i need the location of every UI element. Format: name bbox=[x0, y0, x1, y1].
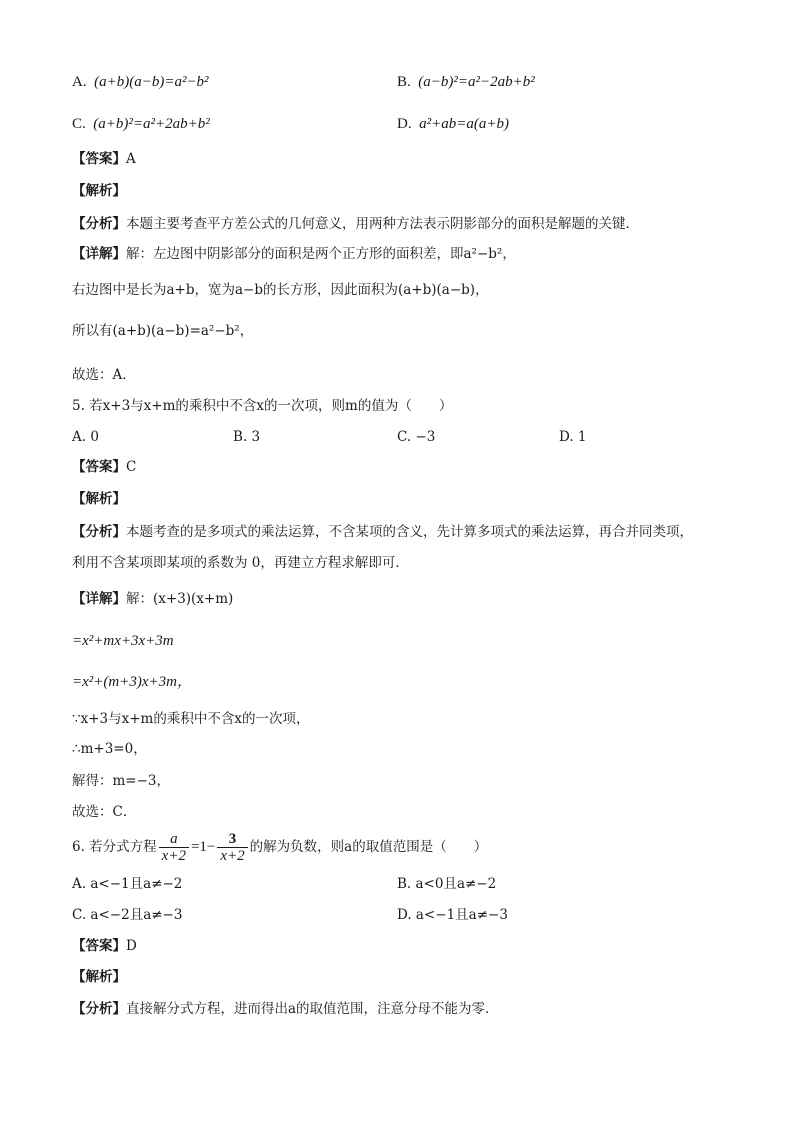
q4-analysis-heading bbox=[72, 182, 126, 200]
q6-fenxi bbox=[72, 1000, 499, 1018]
fraction-denominator: x+2 bbox=[161, 848, 186, 864]
fraction-denominator: x+2 bbox=[220, 848, 245, 864]
q4-detail-4: 故选：A． bbox=[72, 367, 136, 383]
fraction-numerator: a bbox=[159, 831, 189, 848]
answer-value: D bbox=[126, 938, 137, 954]
q5-option-b: B. 3 bbox=[233, 429, 261, 445]
option-expression: (a+b)²=a²+2ab+b² bbox=[93, 116, 210, 132]
analysis-tag: 【解析】 bbox=[72, 969, 126, 985]
q6-option-b: B. a<0且a≠−2 bbox=[397, 876, 497, 892]
q4-detail-1 bbox=[72, 245, 516, 263]
q5-detail-5: ∴m+3=0， bbox=[72, 741, 147, 757]
detail-tag: 【详解】 bbox=[72, 246, 126, 262]
fenxi-tag: 【分析】 bbox=[72, 216, 126, 232]
fraction-a-over-x2 bbox=[159, 831, 189, 864]
detail-text: 解：左边图中阴影部分的面积是两个正方形的面积差，即a²−b²， bbox=[126, 246, 516, 262]
answer-value: A bbox=[126, 151, 136, 167]
stem-text: 6. 若分式方程 bbox=[72, 839, 157, 855]
q5-detail-4: ∵x+3与x+m的乘积中不含x的一次项， bbox=[72, 711, 310, 727]
option-expression: (a+b)(a−b)=a²−b² bbox=[94, 74, 209, 90]
fenxi-text: 本题主要考查平方差公式的几何意义，用两种方法表示阴影部分的面积是解题的关键． bbox=[126, 216, 639, 232]
option-letter: B. bbox=[397, 74, 411, 90]
q4-detail-3: 所以有(a+b)(a−b)=a²−b²， bbox=[72, 323, 254, 339]
q4-answer bbox=[72, 150, 136, 168]
q5-detail-3: =x²+(m+3)x+3m， bbox=[72, 674, 192, 690]
q5-detail-1 bbox=[72, 590, 233, 608]
option-expression: a²+ab=a(a+b) bbox=[419, 116, 509, 132]
stem-math: =1− bbox=[190, 839, 216, 855]
q5-analysis-heading bbox=[72, 490, 126, 508]
q5-stem: 5. 若x+3与x+m的乘积中不含x的一次项，则m的值为（ ） bbox=[72, 398, 453, 414]
answer-tag: 【答案】 bbox=[72, 151, 126, 167]
detail-tag: 【详解】 bbox=[72, 591, 126, 607]
analysis-tag: 【解析】 bbox=[72, 491, 126, 507]
q5-detail-2: =x²+mx+3x+3m bbox=[72, 633, 174, 649]
answer-tag: 【答案】 bbox=[72, 459, 126, 475]
q6-answer bbox=[72, 937, 137, 955]
fenxi-text: 直接解分式方程，进而得出a的取值范围，注意分母不能为零． bbox=[126, 1001, 499, 1017]
q5-answer bbox=[72, 458, 136, 476]
q5-fenxi-2: 利用不含某项即某项的系数为 0，再建立方程求解即可． bbox=[72, 555, 409, 571]
q4-fenxi bbox=[72, 215, 639, 233]
q4-option-b bbox=[397, 73, 535, 91]
q5-option-a: A. 0 bbox=[72, 429, 99, 445]
q6-option-d: D. a<−1且a≠−3 bbox=[397, 907, 508, 923]
q4-option-a bbox=[72, 73, 209, 91]
fenxi-text: 本题考查的是多项式的乘法运算，不含某项的含义，先计算多项式的乘法运算，再合并同类项， bbox=[126, 524, 693, 540]
q5-option-c: C. −3 bbox=[397, 429, 436, 445]
q4-option-c bbox=[72, 115, 210, 133]
q6-stem bbox=[72, 830, 487, 864]
analysis-tag: 【解析】 bbox=[72, 183, 126, 199]
q6-analysis-heading bbox=[72, 968, 126, 986]
option-expression: (a−b)²=a²−2ab+b² bbox=[418, 74, 535, 90]
detail-text: 解：(x+3)(x+m) bbox=[126, 591, 234, 607]
fenxi-tag: 【分析】 bbox=[72, 1001, 126, 1017]
q5-detail-6: 解得：m=−3， bbox=[72, 773, 171, 789]
q5-option-d: D. 1 bbox=[559, 429, 587, 445]
q5-fenxi-1 bbox=[72, 523, 693, 541]
option-letter: C. bbox=[72, 116, 86, 132]
fraction-numerator: 3 bbox=[217, 831, 247, 848]
q4-detail-2: 右边图中是长为a+b，宽为a−b的长方形，因此面积为(a+b)(a−b)， bbox=[72, 282, 489, 298]
fraction-3-over-x2 bbox=[217, 831, 247, 864]
q5-detail-7: 故选：C． bbox=[72, 804, 137, 820]
q6-option-a: A. a<−1且a≠−2 bbox=[72, 876, 183, 892]
stem-text: 的解为负数，则a的取值范围是（ ） bbox=[249, 839, 488, 855]
answer-tag: 【答案】 bbox=[72, 938, 126, 954]
option-letter: A. bbox=[72, 74, 87, 90]
q4-option-d bbox=[397, 115, 509, 133]
fenxi-tag: 【分析】 bbox=[72, 524, 126, 540]
q6-option-c: C. a<−2且a≠−3 bbox=[72, 907, 183, 923]
option-letter: D. bbox=[397, 116, 412, 132]
answer-value: C bbox=[126, 459, 137, 475]
